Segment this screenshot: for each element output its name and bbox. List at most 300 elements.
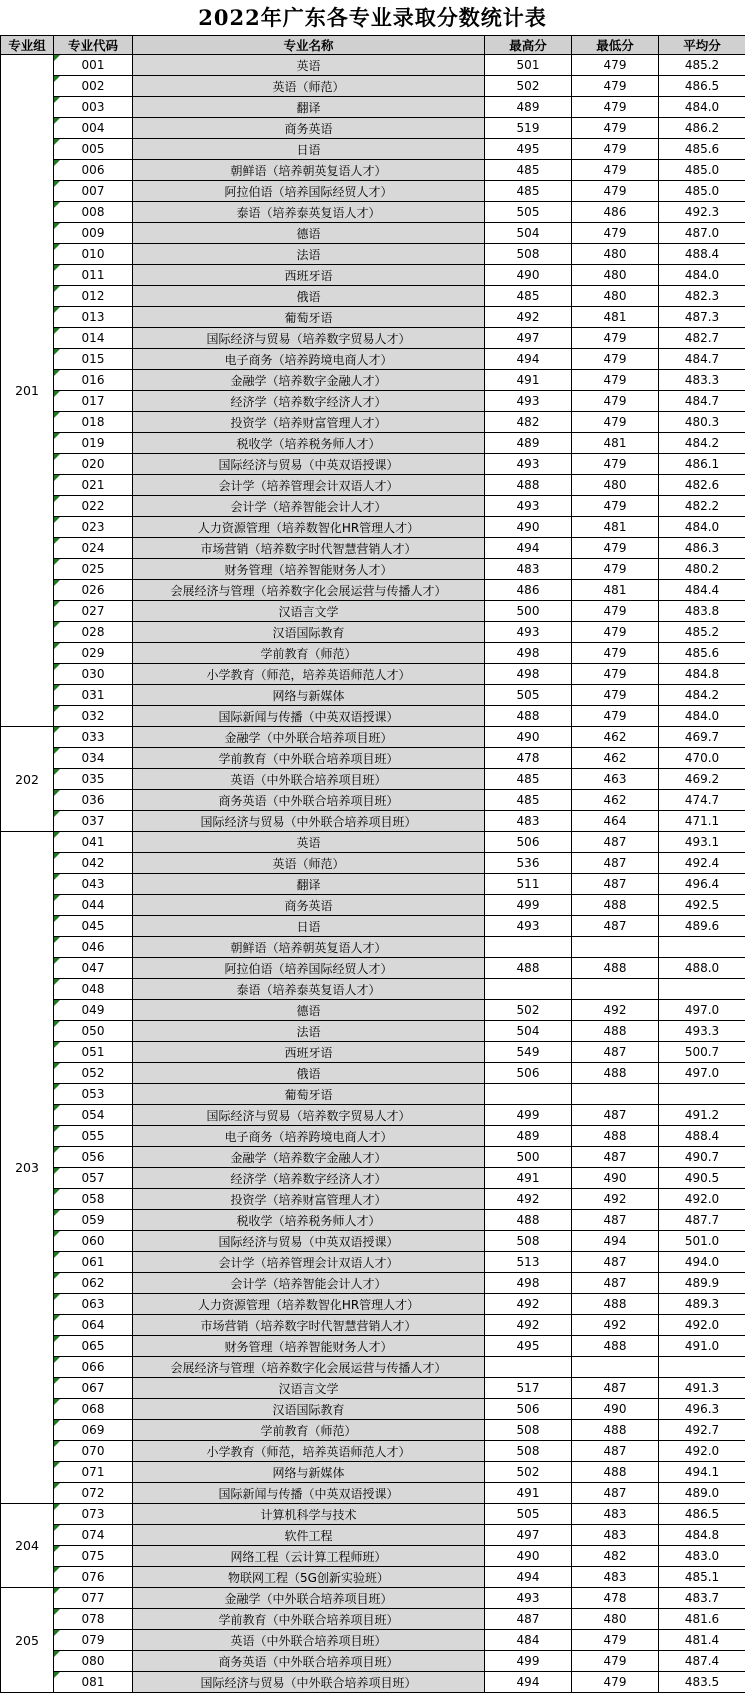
major-name-cell: 翻译 xyxy=(133,874,485,895)
table-row xyxy=(1,1021,745,1042)
code-cell xyxy=(54,1420,133,1441)
code-cell xyxy=(54,1651,133,1672)
code-text: 075 xyxy=(81,1549,105,1563)
code-text: 004 xyxy=(81,121,105,135)
group-cell: 202 xyxy=(1,727,54,832)
code-cell xyxy=(54,1147,133,1168)
cell-marker-icon xyxy=(54,1315,60,1321)
table-row xyxy=(1,790,745,811)
major-name-cell: 国际新闻与传播（中英双语授课） xyxy=(133,1483,485,1504)
avg-score-cell: 497.0 xyxy=(659,1000,745,1021)
code-text: 079 xyxy=(81,1633,105,1647)
major-name-cell: 网络与新媒体 xyxy=(133,1462,485,1483)
cell-marker-icon xyxy=(54,1357,60,1363)
header-min-score: 最低分 xyxy=(572,36,659,55)
min-score-cell: 479 xyxy=(572,496,659,517)
max-score-cell: 495 xyxy=(485,139,572,160)
code-text: 006 xyxy=(81,163,105,177)
max-score-cell: 500 xyxy=(485,601,572,622)
code-text: 060 xyxy=(81,1234,105,1248)
max-score-cell: 505 xyxy=(485,1504,572,1525)
min-score-cell: 479 xyxy=(572,349,659,370)
cell-marker-icon xyxy=(54,1000,60,1006)
avg-score-cell: 484.7 xyxy=(659,349,745,370)
cell-marker-icon xyxy=(54,1042,60,1048)
min-score-cell: 488 xyxy=(572,1063,659,1084)
major-name-cell: 投资学（培养财富管理人才） xyxy=(133,412,485,433)
table-row xyxy=(1,1210,745,1231)
max-score-cell: 492 xyxy=(485,307,572,328)
max-score-cell: 491 xyxy=(485,1483,572,1504)
cell-marker-icon xyxy=(54,853,60,859)
min-score-cell: 490 xyxy=(572,1399,659,1420)
max-score-cell: 485 xyxy=(485,790,572,811)
major-name-cell: 阿拉伯语（培养国际经贸人才） xyxy=(133,958,485,979)
table-row xyxy=(1,349,745,370)
cell-marker-icon xyxy=(54,1084,60,1090)
major-name-cell: 俄语 xyxy=(133,1063,485,1084)
min-score-cell: 481 xyxy=(572,307,659,328)
code-text: 037 xyxy=(81,814,105,828)
cell-marker-icon xyxy=(54,1651,60,1657)
table-row xyxy=(1,1357,745,1378)
code-cell xyxy=(54,580,133,601)
major-name-cell: 法语 xyxy=(133,244,485,265)
cell-marker-icon xyxy=(54,118,60,124)
avg-score-cell: 489.6 xyxy=(659,916,745,937)
code-cell xyxy=(54,1168,133,1189)
max-score-cell: 489 xyxy=(485,433,572,454)
cell-marker-icon xyxy=(54,538,60,544)
cell-marker-icon xyxy=(54,1399,60,1405)
major-name-cell: 市场营销（培养数字时代智慧营销人才） xyxy=(133,1315,485,1336)
code-text: 023 xyxy=(81,520,105,534)
table-row xyxy=(1,664,745,685)
major-name-cell: 国际经济与贸易（中外联合培养项目班） xyxy=(133,1672,485,1693)
min-score-cell: 492 xyxy=(572,1189,659,1210)
code-cell xyxy=(54,1609,133,1630)
min-score-cell: 479 xyxy=(572,55,659,76)
table-row xyxy=(1,1399,745,1420)
major-name-cell: 国际经济与贸易（中英双语授课） xyxy=(133,1231,485,1252)
min-score-cell: 487 xyxy=(572,1252,659,1273)
max-score-cell: 500 xyxy=(485,1147,572,1168)
max-score-cell: 494 xyxy=(485,1567,572,1588)
major-name-cell: 会展经济与管理（培养数字化会展运营与传播人才） xyxy=(133,580,485,601)
cell-marker-icon xyxy=(54,265,60,271)
avg-score-cell: 496.3 xyxy=(659,1399,745,1420)
max-score-cell: 488 xyxy=(485,706,572,727)
cell-marker-icon xyxy=(54,139,60,145)
code-text: 080 xyxy=(81,1654,105,1668)
max-score-cell: 488 xyxy=(485,958,572,979)
max-score-cell: 489 xyxy=(485,1126,572,1147)
code-text: 034 xyxy=(81,751,105,765)
major-name-cell: 电子商务（培养跨境电商人才） xyxy=(133,349,485,370)
code-text: 027 xyxy=(81,604,105,618)
table-row xyxy=(1,1462,745,1483)
code-cell xyxy=(54,916,133,937)
code-cell xyxy=(54,748,133,769)
max-score-cell: 490 xyxy=(485,1546,572,1567)
code-cell xyxy=(54,412,133,433)
table-row xyxy=(1,1126,745,1147)
code-cell xyxy=(54,97,133,118)
table-row xyxy=(1,244,745,265)
table-row xyxy=(1,517,745,538)
major-name-cell: 英语 xyxy=(133,55,485,76)
table-row xyxy=(1,769,745,790)
cell-marker-icon xyxy=(54,1210,60,1216)
min-score-cell: 462 xyxy=(572,748,659,769)
avg-score-cell: 492.5 xyxy=(659,895,745,916)
code-text: 035 xyxy=(81,772,105,786)
cell-marker-icon xyxy=(54,874,60,880)
major-name-cell: 学前教育（中外联合培养项目班） xyxy=(133,748,485,769)
min-score-cell: 481 xyxy=(572,517,659,538)
avg-score-cell xyxy=(659,1357,745,1378)
cell-marker-icon xyxy=(54,1273,60,1279)
code-cell xyxy=(54,1189,133,1210)
code-cell xyxy=(54,1000,133,1021)
code-text: 056 xyxy=(81,1150,105,1164)
avg-score-cell: 482.6 xyxy=(659,475,745,496)
table-row xyxy=(1,916,745,937)
major-name-cell: 软件工程 xyxy=(133,1525,485,1546)
table-row xyxy=(1,1105,745,1126)
max-score-cell: 493 xyxy=(485,916,572,937)
min-score-cell: 462 xyxy=(572,790,659,811)
cell-marker-icon xyxy=(54,748,60,754)
cell-marker-icon xyxy=(54,622,60,628)
table-row xyxy=(1,160,745,181)
major-name-cell: 朝鲜语（培养朝英复语人才） xyxy=(133,937,485,958)
max-score-cell: 485 xyxy=(485,286,572,307)
table-row xyxy=(1,580,745,601)
avg-score-cell: 482.3 xyxy=(659,286,745,307)
code-text: 074 xyxy=(81,1528,105,1542)
code-text: 009 xyxy=(81,226,105,240)
header-max-score: 最高分 xyxy=(485,36,572,55)
avg-score-cell: 469.2 xyxy=(659,769,745,790)
avg-score-cell: 489.3 xyxy=(659,1294,745,1315)
major-name-cell: 金融学（中外联合培养项目班） xyxy=(133,1588,485,1609)
code-text: 070 xyxy=(81,1444,105,1458)
code-text: 030 xyxy=(81,667,105,681)
min-score-cell: 483 xyxy=(572,1504,659,1525)
table-row xyxy=(1,76,745,97)
code-text: 028 xyxy=(81,625,105,639)
table-row xyxy=(1,622,745,643)
code-cell xyxy=(54,517,133,538)
avg-score-cell: 485.6 xyxy=(659,139,745,160)
code-cell xyxy=(54,244,133,265)
min-score-cell: 483 xyxy=(572,1567,659,1588)
code-text: 022 xyxy=(81,499,105,513)
min-score-cell: 490 xyxy=(572,1168,659,1189)
major-name-cell: 泰语（培养泰英复语人才） xyxy=(133,979,485,1000)
max-score-cell: 491 xyxy=(485,370,572,391)
cell-marker-icon xyxy=(54,97,60,103)
cell-marker-icon xyxy=(54,1462,60,1468)
major-name-cell: 物联网工程（5G创新实验班） xyxy=(133,1567,485,1588)
avg-score-cell: 491.3 xyxy=(659,1378,745,1399)
table-row xyxy=(1,874,745,895)
major-name-cell: 经济学（培养数字经济人才） xyxy=(133,1168,485,1189)
table-row xyxy=(1,937,745,958)
table-row xyxy=(1,1315,745,1336)
max-score-cell: 505 xyxy=(485,202,572,223)
code-text: 064 xyxy=(81,1318,105,1332)
table-body xyxy=(1,55,745,1693)
code-cell xyxy=(54,832,133,853)
major-name-cell: 税收学（培养税务师人才） xyxy=(133,433,485,454)
avg-score-cell: 485.2 xyxy=(659,622,745,643)
min-score-cell: 481 xyxy=(572,433,659,454)
group-cell: 203 xyxy=(1,832,54,1504)
code-cell xyxy=(54,1210,133,1231)
code-text: 013 xyxy=(81,310,105,324)
table-row xyxy=(1,181,745,202)
code-text: 072 xyxy=(81,1486,105,1500)
table-row xyxy=(1,202,745,223)
table-row xyxy=(1,958,745,979)
table-row xyxy=(1,1084,745,1105)
code-cell xyxy=(54,1525,133,1546)
avg-score-cell: 488.4 xyxy=(659,244,745,265)
code-cell xyxy=(54,811,133,832)
code-cell xyxy=(54,349,133,370)
code-text: 043 xyxy=(81,877,105,891)
major-name-cell: 汉语国际教育 xyxy=(133,1399,485,1420)
major-name-cell: 财务管理（培养智能财务人才） xyxy=(133,559,485,580)
cell-marker-icon xyxy=(54,1126,60,1132)
max-score-cell: 506 xyxy=(485,1399,572,1420)
code-text: 002 xyxy=(81,79,105,93)
cell-marker-icon xyxy=(54,1252,60,1258)
avg-score-cell: 484.7 xyxy=(659,391,745,412)
code-cell xyxy=(54,685,133,706)
major-name-cell: 小学教育（师范，培养英语师范人才） xyxy=(133,664,485,685)
avg-score-cell: 493.1 xyxy=(659,832,745,853)
table-row xyxy=(1,1672,745,1693)
min-score-cell: 479 xyxy=(572,76,659,97)
major-name-cell: 西班牙语 xyxy=(133,1042,485,1063)
min-score-cell: 487 xyxy=(572,853,659,874)
max-score-cell: 501 xyxy=(485,55,572,76)
table-row xyxy=(1,601,745,622)
cell-marker-icon xyxy=(54,475,60,481)
table-row xyxy=(1,1252,745,1273)
max-score-cell: 483 xyxy=(485,559,572,580)
max-score-cell: 482 xyxy=(485,412,572,433)
major-name-cell: 电子商务（培养跨境电商人才） xyxy=(133,1126,485,1147)
avg-score-cell: 492.0 xyxy=(659,1315,745,1336)
code-text: 020 xyxy=(81,457,105,471)
avg-score-cell: 485.0 xyxy=(659,181,745,202)
code-text: 063 xyxy=(81,1297,105,1311)
code-cell xyxy=(54,853,133,874)
max-score-cell: 492 xyxy=(485,1294,572,1315)
code-cell xyxy=(54,328,133,349)
max-score-cell: 491 xyxy=(485,1168,572,1189)
avg-score-cell: 489.9 xyxy=(659,1273,745,1294)
table-row xyxy=(1,1630,745,1651)
major-name-cell: 财务管理（培养智能财务人才） xyxy=(133,1336,485,1357)
min-score-cell: 488 xyxy=(572,1126,659,1147)
cell-marker-icon xyxy=(54,223,60,229)
max-score-cell: 498 xyxy=(485,1273,572,1294)
avg-score-cell: 484.0 xyxy=(659,706,745,727)
cell-marker-icon xyxy=(54,1063,60,1069)
avg-score-cell: 487.4 xyxy=(659,1651,745,1672)
code-cell xyxy=(54,265,133,286)
major-name-cell: 葡萄牙语 xyxy=(133,1084,485,1105)
max-score-cell: 498 xyxy=(485,643,572,664)
cell-marker-icon xyxy=(54,244,60,250)
cell-marker-icon xyxy=(54,643,60,649)
min-score-cell xyxy=(572,1357,659,1378)
code-text: 073 xyxy=(81,1507,105,1521)
min-score-cell: 479 xyxy=(572,454,659,475)
code-text: 069 xyxy=(81,1423,105,1437)
cell-marker-icon xyxy=(54,1567,60,1573)
code-cell xyxy=(54,160,133,181)
code-text: 081 xyxy=(81,1675,105,1689)
avg-score-cell: 485.6 xyxy=(659,643,745,664)
code-cell xyxy=(54,1126,133,1147)
major-name-cell: 英语（师范） xyxy=(133,76,485,97)
avg-score-cell: 500.7 xyxy=(659,1042,745,1063)
table-row xyxy=(1,1546,745,1567)
max-score-cell: 502 xyxy=(485,1462,572,1483)
max-score-cell: 517 xyxy=(485,1378,572,1399)
max-score-cell: 493 xyxy=(485,391,572,412)
major-name-cell: 金融学（中外联合培养项目班） xyxy=(133,727,485,748)
table-row xyxy=(1,832,745,853)
major-name-cell: 网络工程（云计算工程师班） xyxy=(133,1546,485,1567)
code-text: 033 xyxy=(81,730,105,744)
header-group: 专业组 xyxy=(1,36,54,55)
max-score-cell xyxy=(485,937,572,958)
table-row xyxy=(1,559,745,580)
code-text: 066 xyxy=(81,1360,105,1374)
avg-score-cell: 492.0 xyxy=(659,1189,745,1210)
cell-marker-icon xyxy=(54,286,60,292)
cell-marker-icon xyxy=(54,1630,60,1636)
code-text: 050 xyxy=(81,1024,105,1038)
major-name-cell: 国际经济与贸易（中外联合培养项目班） xyxy=(133,811,485,832)
avg-score-cell xyxy=(659,979,745,1000)
min-score-cell: 479 xyxy=(572,643,659,664)
cell-marker-icon xyxy=(54,433,60,439)
code-text: 048 xyxy=(81,982,105,996)
code-cell xyxy=(54,1378,133,1399)
code-text: 014 xyxy=(81,331,105,345)
table-row xyxy=(1,1504,745,1525)
code-cell xyxy=(54,202,133,223)
code-cell xyxy=(54,1630,133,1651)
table-row xyxy=(1,412,745,433)
header-avg-score: 平均分 xyxy=(659,36,745,55)
avg-score-cell: 489.0 xyxy=(659,1483,745,1504)
code-text: 031 xyxy=(81,688,105,702)
code-text: 047 xyxy=(81,961,105,975)
code-cell xyxy=(54,55,133,76)
avg-score-cell: 492.4 xyxy=(659,853,745,874)
code-cell xyxy=(54,958,133,979)
table-row xyxy=(1,475,745,496)
max-score-cell: 484 xyxy=(485,1630,572,1651)
cell-marker-icon xyxy=(54,1483,60,1489)
table-row xyxy=(1,1441,745,1462)
min-score-cell: 479 xyxy=(572,685,659,706)
avg-score-cell: 487.7 xyxy=(659,1210,745,1231)
group-cell: 205 xyxy=(1,1588,54,1693)
code-cell xyxy=(54,1462,133,1483)
table-row xyxy=(1,643,745,664)
major-name-cell: 西班牙语 xyxy=(133,265,485,286)
cell-marker-icon xyxy=(54,1441,60,1447)
max-score-cell: 502 xyxy=(485,76,572,97)
code-cell xyxy=(54,475,133,496)
avg-score-cell: 492.3 xyxy=(659,202,745,223)
min-score-cell: 488 xyxy=(572,1462,659,1483)
avg-score-cell: 486.5 xyxy=(659,1504,745,1525)
max-score-cell: 499 xyxy=(485,895,572,916)
header-major-name: 专业名称 xyxy=(133,36,485,55)
code-cell xyxy=(54,1588,133,1609)
code-cell xyxy=(54,1063,133,1084)
table-row xyxy=(1,1483,745,1504)
avg-score-cell: 501.0 xyxy=(659,1231,745,1252)
code-cell xyxy=(54,76,133,97)
major-name-cell: 英语 xyxy=(133,832,485,853)
min-score-cell: 479 xyxy=(572,622,659,643)
max-score-cell: 505 xyxy=(485,685,572,706)
min-score-cell: 487 xyxy=(572,1483,659,1504)
code-cell xyxy=(54,1231,133,1252)
min-score-cell: 479 xyxy=(572,559,659,580)
code-cell xyxy=(54,1399,133,1420)
avg-score-cell: 484.8 xyxy=(659,664,745,685)
max-score-cell xyxy=(485,1357,572,1378)
min-score-cell xyxy=(572,937,659,958)
avg-score-cell: 483.3 xyxy=(659,370,745,391)
major-name-cell: 金融学（培养数字金融人才） xyxy=(133,370,485,391)
min-score-cell: 488 xyxy=(572,1336,659,1357)
min-score-cell: 479 xyxy=(572,223,659,244)
max-score-cell: 506 xyxy=(485,1063,572,1084)
code-text: 024 xyxy=(81,541,105,555)
table-row xyxy=(1,1000,745,1021)
code-text: 001 xyxy=(81,58,105,72)
min-score-cell: 462 xyxy=(572,727,659,748)
avg-score-cell: 494.1 xyxy=(659,1462,745,1483)
major-name-cell: 葡萄牙语 xyxy=(133,307,485,328)
major-name-cell: 市场营销（培养数字时代智慧营销人才） xyxy=(133,538,485,559)
code-text: 012 xyxy=(81,289,105,303)
code-cell xyxy=(54,1336,133,1357)
max-score-cell: 504 xyxy=(485,223,572,244)
major-name-cell: 国际经济与贸易（中英双语授课） xyxy=(133,454,485,475)
table-row xyxy=(1,1609,745,1630)
code-cell xyxy=(54,1294,133,1315)
min-score-cell: 487 xyxy=(572,874,659,895)
table-row xyxy=(1,391,745,412)
code-text: 068 xyxy=(81,1402,105,1416)
code-text: 010 xyxy=(81,247,105,261)
